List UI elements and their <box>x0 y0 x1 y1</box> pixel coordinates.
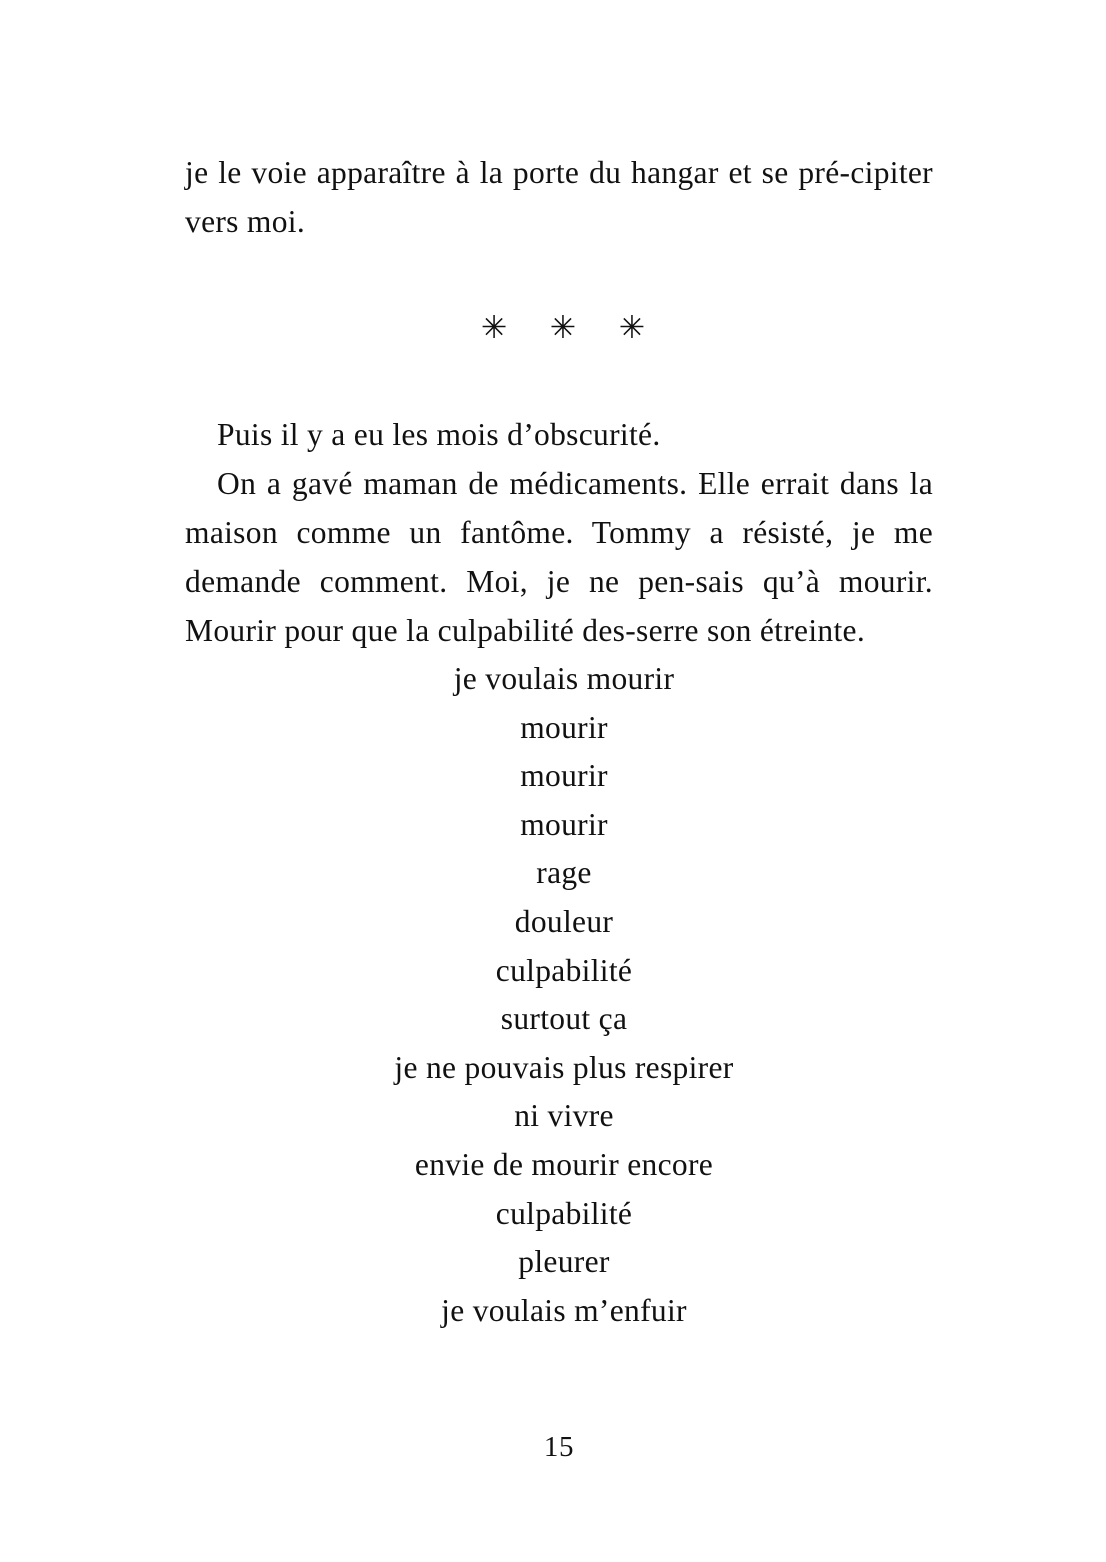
verse-line: pleurer <box>518 1244 610 1280</box>
verse-line: envie de mourir encore <box>414 1146 714 1182</box>
verse-line: je voulais m’enfuir <box>441 1292 687 1328</box>
asterism-icon: ✳ ✳ ✳ <box>480 310 663 346</box>
verse-line: culpabilité <box>495 952 633 988</box>
scene-divider <box>185 246 933 410</box>
verse-line: je voulais mourir <box>453 661 675 696</box>
verse-line: mourir <box>520 709 608 745</box>
verse-line: douleur <box>514 903 614 939</box>
verse-line: rage <box>536 855 592 891</box>
verse-line: mourir <box>520 806 608 842</box>
text-block <box>185 148 933 1335</box>
paragraph-2: On a gavé maman de médicaments. Elle errait dans la maison comme un fantôme. Tommy a résisté, je me demande comment. Moi, je ne pen-sais qu’à mourir. Mourir pour que la culpabilité des-serre son étreinte. <box>185 466 933 648</box>
verse-line: surtout ça <box>500 1001 628 1037</box>
verse-line: ni vivre <box>514 1098 614 1134</box>
verse-line: culpabilité <box>495 1195 633 1231</box>
verse-block <box>185 655 933 1335</box>
page-number: 15 <box>543 1431 575 1463</box>
verse-line: je ne pouvais plus respirer <box>394 1049 734 1085</box>
paragraph-continued: je le voie apparaître à la porte du hangar et se pré-cipiter vers moi. <box>185 155 933 239</box>
paragraph-1: Puis il y a eu les mois d’obscurité. <box>217 417 661 452</box>
verse-line: mourir <box>520 758 608 794</box>
